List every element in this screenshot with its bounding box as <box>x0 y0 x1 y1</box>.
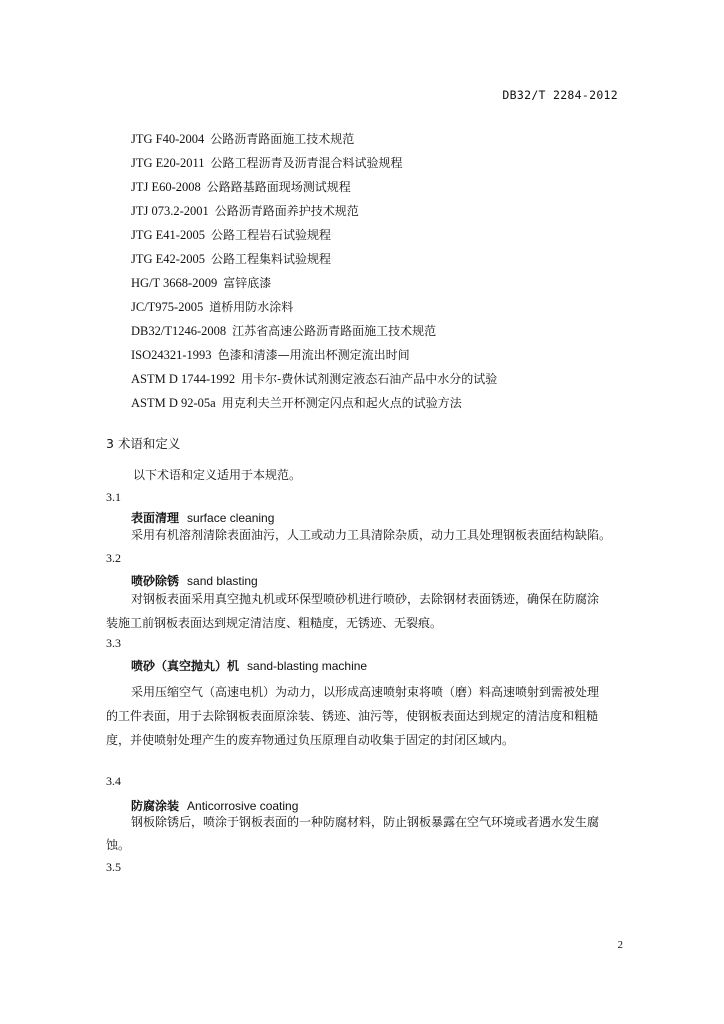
reference-item <box>131 226 331 243</box>
term-name-zh: 防腐涂装 <box>131 799 180 813</box>
reference-item <box>131 322 436 339</box>
reference-title: 用克利夫兰开杯测定闪点和起火点的试验方法 <box>221 396 462 410</box>
standard-code-header: DB32/T 2284-2012 <box>502 88 618 102</box>
reference-item <box>131 250 331 267</box>
reference-title: 公路沥青路面施工技术规范 <box>210 132 355 146</box>
term-number: 3.2 <box>106 551 121 565</box>
reference-code: ASTM D 92-05a <box>131 396 216 410</box>
term-definition: 采用压缩空气（高速电机）为动力，以形成高速喷射束将喷（磨）料高速喷射到需被处理 <box>131 685 600 699</box>
term-name-zh: 表面清理 <box>131 511 180 525</box>
term-name-en: surface cleaning <box>187 511 275 525</box>
reference-code: JTG E42-2005 <box>131 252 205 266</box>
term-heading <box>131 797 298 814</box>
term-heading <box>131 657 367 674</box>
term-name-zh: 喷砂除锈 <box>131 574 180 588</box>
reference-title: 道桥用防水涂料 <box>209 300 294 314</box>
term-name-en: sand-blasting machine <box>247 659 368 673</box>
term-number: 3.4 <box>106 774 121 788</box>
reference-title: 色漆和清漆—用流出杯测定流出时间 <box>217 348 410 362</box>
reference-code: JTG F40-2004 <box>131 132 205 146</box>
term-definition: 装施工前钢板表面达到规定清洁度、粗糙度，无锈迹、无裂痕。 <box>106 616 443 630</box>
reference-item <box>131 370 497 387</box>
reference-title: 公路沥青路面养护技术规范 <box>214 204 359 218</box>
reference-code: DB32/T1246-2008 <box>131 324 227 338</box>
reference-item <box>131 298 293 315</box>
term-number: 3.5 <box>106 860 121 874</box>
term-number: 3.1 <box>106 490 121 504</box>
reference-title: 富锌底漆 <box>223 276 272 290</box>
reference-code: JTG E41-2005 <box>131 228 205 242</box>
term-name-en: Anticorrosive coating <box>187 799 299 813</box>
reference-item <box>131 130 354 147</box>
term-number: 3.3 <box>106 636 121 650</box>
reference-code: HG/T 3668-2009 <box>131 276 218 290</box>
reference-title: 用卡尔-费休试剂测定液态石油产品中水分的试验 <box>241 372 498 386</box>
reference-code: JC/T975-2005 <box>131 300 204 314</box>
reference-item <box>131 346 410 363</box>
reference-title: 公路工程集料试验规程 <box>210 252 331 266</box>
reference-code: JTJ 073.2-2001 <box>131 204 209 218</box>
section-intro: 以下术语和定义适用于本规范。 <box>133 468 302 482</box>
reference-item <box>131 202 359 219</box>
term-definition: 的工件表面，用于去除钢板表面原涂装、锈迹、油污等，使钢板表面达到规定的清洁度和粗糙 <box>106 709 599 723</box>
term-heading <box>131 509 274 526</box>
section-title: 3 术语和定义 <box>106 436 181 451</box>
reference-code: ISO24321-1993 <box>131 348 212 362</box>
reference-title: 公路路基路面现场测试规程 <box>206 180 351 194</box>
reference-code: JTG E20-2011 <box>131 156 205 170</box>
reference-title: 江苏省高速公路沥青路面施工技术规范 <box>232 324 437 338</box>
term-definition: 蚀。 <box>106 838 131 852</box>
reference-code: ASTM D 1744-1992 <box>131 372 236 386</box>
term-definition: 对钢板表面采用真空抛丸机或环保型喷砂机进行喷砂，去除钢材表面锈迹，确保在防腐涂 <box>131 592 600 606</box>
term-name-zh: 喷砂（真空抛丸）机 <box>131 659 240 673</box>
term-definition: 采用有机溶剂清除表面油污，人工或动力工具清除杂质，动力工具处理钢板表面结构缺陷。 <box>131 528 612 542</box>
reference-title: 公路工程沥青及沥青混合料试验规程 <box>210 156 403 170</box>
reference-item <box>131 274 271 291</box>
page-number: 2 <box>617 939 623 951</box>
reference-item <box>131 178 351 195</box>
reference-item <box>131 394 462 411</box>
term-heading <box>131 572 258 589</box>
reference-code: JTJ E60-2008 <box>131 180 201 194</box>
reference-title: 公路工程岩石试验规程 <box>210 228 331 242</box>
reference-item <box>131 154 403 171</box>
term-definition: 钢板除锈后，喷涂于钢板表面的一种防腐材料，防止钢板暴露在空气环境或者遇水发生腐 <box>131 815 600 829</box>
term-name-en: sand blasting <box>187 574 258 588</box>
term-definition: 度，并使喷射处理产生的废弃物通过负压原理自动收集于固定的封闭区域内。 <box>106 733 515 747</box>
